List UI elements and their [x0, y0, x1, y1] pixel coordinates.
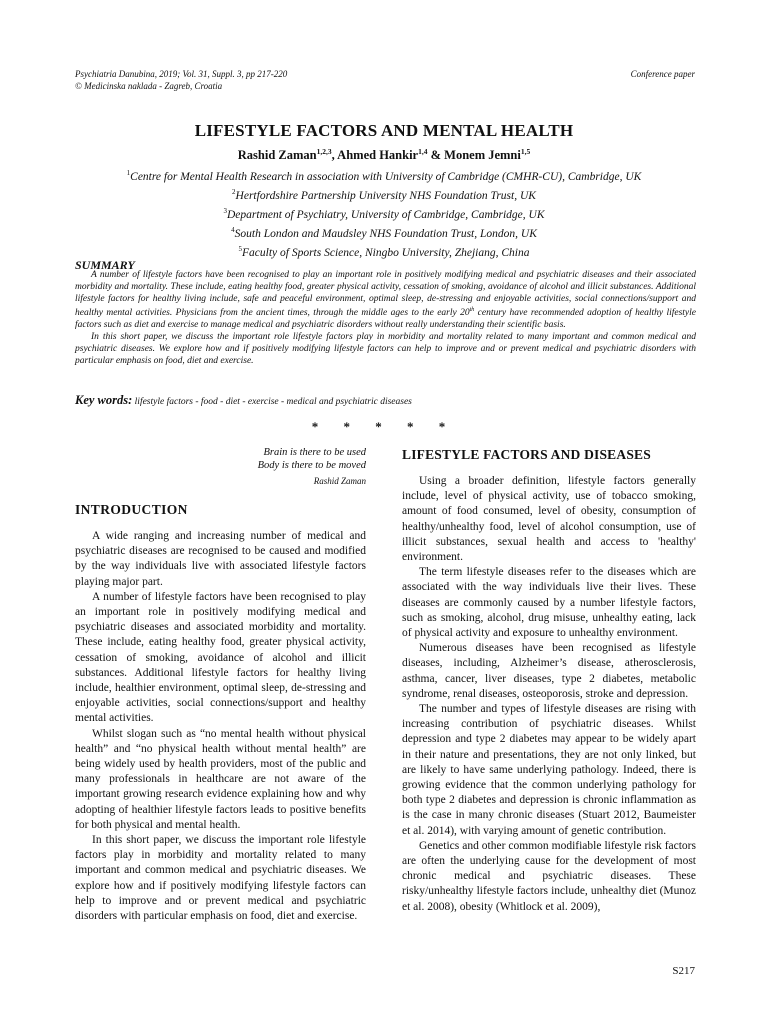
- body-paragraph: The number and types of lifestyle diseases are rising with increasing contribution of psychiatric diseases. Whilst depression and type 2 diabetes may appear to be widely apart in their nature and presentations, they are not only linked, but are likely to have same underlying pathology. Indeed, there is growing evidence that the common underlying pathology for both type 2 diabetes and depression is chronic inflammation as is the case in many chronic diseases (Stuart 2012, Baumeister et al. 2014), with varying amount of genetic contribution.: [402, 703, 696, 837]
- body-paragraph: Genetics and other common modifiable lifestyle risk factors are often the underlying cause for the development of most chronic medical and psychiatric diseases. These risky/unhealthy lifestyle factors include, unhealthy diet (Munoz et al. 2008), obesity (Whitlock et al. 2009),: [402, 839, 696, 913]
- journal-citation: Psychiatria Danubina, 2019; Vol. 31, Suppl. 3, pp 217-220: [75, 69, 288, 79]
- introduction-heading: INTRODUCTION: [75, 502, 188, 517]
- keywords-text: lifestyle factors - food - diet - exercise - medical and psychiatric diseases: [134, 397, 412, 407]
- summary-text: [75, 270, 696, 368]
- affiliation: $^1$Centre for Mental Health Research in association with University of Cambridge (CMHR-CU), Cambridge, UK: [126, 169, 642, 183]
- keywords: [75, 393, 412, 408]
- section-separator: * * * * *: [311, 419, 457, 434]
- affiliation-list: [60, 166, 708, 261]
- paper-title: LIFESTYLE FACTORS AND MENTAL HEALTH: [194, 121, 574, 140]
- journal-header: [75, 69, 287, 92]
- introduction-body: [75, 529, 366, 924]
- author-affiliation-marker: 1,2,3: [316, 147, 332, 156]
- body-paragraph: A wide ranging and increasing number of medical and psychiatric diseases are recognised to be caused and modified by the way individuals live with associated lifestyle factors playing major part.: [75, 530, 366, 588]
- epigraph-author: Rashid Zaman: [313, 475, 366, 486]
- body-paragraph: The term lifestyle diseases refer to the diseases which are associated with the way individuals live their lives. These diseases are commonly caused by a number lifestyle factors, such as smoking, alcohol, drug misuse, unhealthy eating, lack of physical activity and exposure to unhealthy environment.: [402, 566, 696, 640]
- body-paragraph: A number of lifestyle factors have been recognised to play an important role in positively modifying medical and psychiatric diseases and associated morbidity and mortality. These include, eating healthy food, greater physical activity, cessation of smoking, avoidance of alcohol and illicit substances. Additional lifestyle factors for healthy living include, healthier environment, optimal sleep, de-stressing and enjoyable activities, social connections/support and healthy mental activities.: [75, 590, 366, 725]
- lifestyle-diseases-heading: LIFESTYLE FACTORS AND DISEASES: [402, 447, 651, 462]
- author-name: Rashid Zaman: [237, 148, 317, 163]
- summary-paragraph: A number of lifestyle factors have been recognised to play an important role in positively modifying medical and psychiatric diseases and their associated morbidity and mortality. These include, eating healthy food, greater physical activity, cessation of smoking, avoidance of alcohol and illicit substances. Additional lifestyle factors for healthy living include, safe and peaceful environment, optimal sleep, de-stressing and enjoyable activities, social connections/support and healthy mental activities. Physicians from the ancient times, through the middle ages to the early 20th century have recommended adoption of healthy lifestyle factors such as diet and exercise to manage medical and psychiatric disorders without really understanding their scientific basis.: [75, 270, 696, 331]
- epigraph-line: Brain is there to be used: [263, 447, 366, 458]
- author-name: Monem Jemni: [444, 148, 521, 163]
- affiliation: $^5$Faculty of Sports Science, Ningbo University, Zhejiang, China: [238, 245, 530, 259]
- affiliation: $^2$Hertfordshire Partnership University NHS Foundation Trust, UK: [232, 188, 536, 202]
- summary-heading: SUMMARY: [75, 258, 135, 272]
- page-number: S217: [672, 965, 695, 977]
- affiliation: $^3$Department of Psychiatry, University of Cambridge, Cambridge, UK: [223, 207, 545, 221]
- body-paragraph: Using a broader definition, lifestyle factors generally include, level of physical activity, use of tobacco smoking, amount of food consumed, level of obesity, consumption of healthy/unhealthy food, level of alcohol consumption, use of illicit substances, sexual health and access to 'healthy' environment.: [402, 475, 696, 564]
- affiliation: $^4$South London and Maudsley NHS Foundation Trust, London, UK: [231, 226, 537, 240]
- lifestyle-diseases-body: [402, 474, 696, 915]
- body-paragraph: Whilst slogan such as “no mental health without physical health” and “no physical health without mental health” are being widely used by health providers, most of the public and many professionals in healthcare are not aware of the important growing research evidence explaining how and why adopting of healthier lifestyle factors leads to positive benefits for both physical and mental health.: [75, 727, 366, 831]
- body-paragraph: Numerous diseases have been recognised as lifestyle diseases, including, Alzheimer’s disease, atherosclerosis, asthma, cancer, liver diseases, type 2 diabetes, metabolic syndrome, renal diseases, osteoporosis, stroke and depression.: [402, 642, 696, 700]
- author-affiliation-marker: 1,4: [418, 147, 428, 156]
- keywords-label: Key words:: [75, 393, 133, 407]
- epigraph-line: Body is there to be moved: [257, 459, 366, 471]
- body-paragraph: In this short paper, we discuss the important role lifestyle factors play in morbidity and mortality related to many important and common medical and psychiatric diseases. We explore how and if positively modifying lifestyle factors can help to improve and or prevent medical and psychiatric disorders with particular emphasis on food, diet and exercise.: [75, 834, 366, 923]
- summary-paragraph: In this short paper, we discuss the important role lifestyle factors play in morbidity and mortality related to many important and common medical and psychiatric diseases. We explore how and if positively modifying lifestyle factors can help to improve and or prevent medical and psychiatric disorders with particular emphasis on food, diet and exercise.: [75, 332, 696, 366]
- author-separator: ,: [331, 148, 338, 163]
- author-list: [0, 147, 768, 163]
- author-separator: &: [427, 148, 445, 163]
- epigraph: [200, 447, 366, 487]
- author-name: Ahmed Hankir: [337, 148, 419, 163]
- copyright-line: © Medicinska naklada - Zagreb, Croatia: [75, 80, 223, 91]
- author-affiliation-marker: 1,5: [520, 147, 531, 156]
- paper-type-label: Conference paper: [630, 69, 695, 79]
